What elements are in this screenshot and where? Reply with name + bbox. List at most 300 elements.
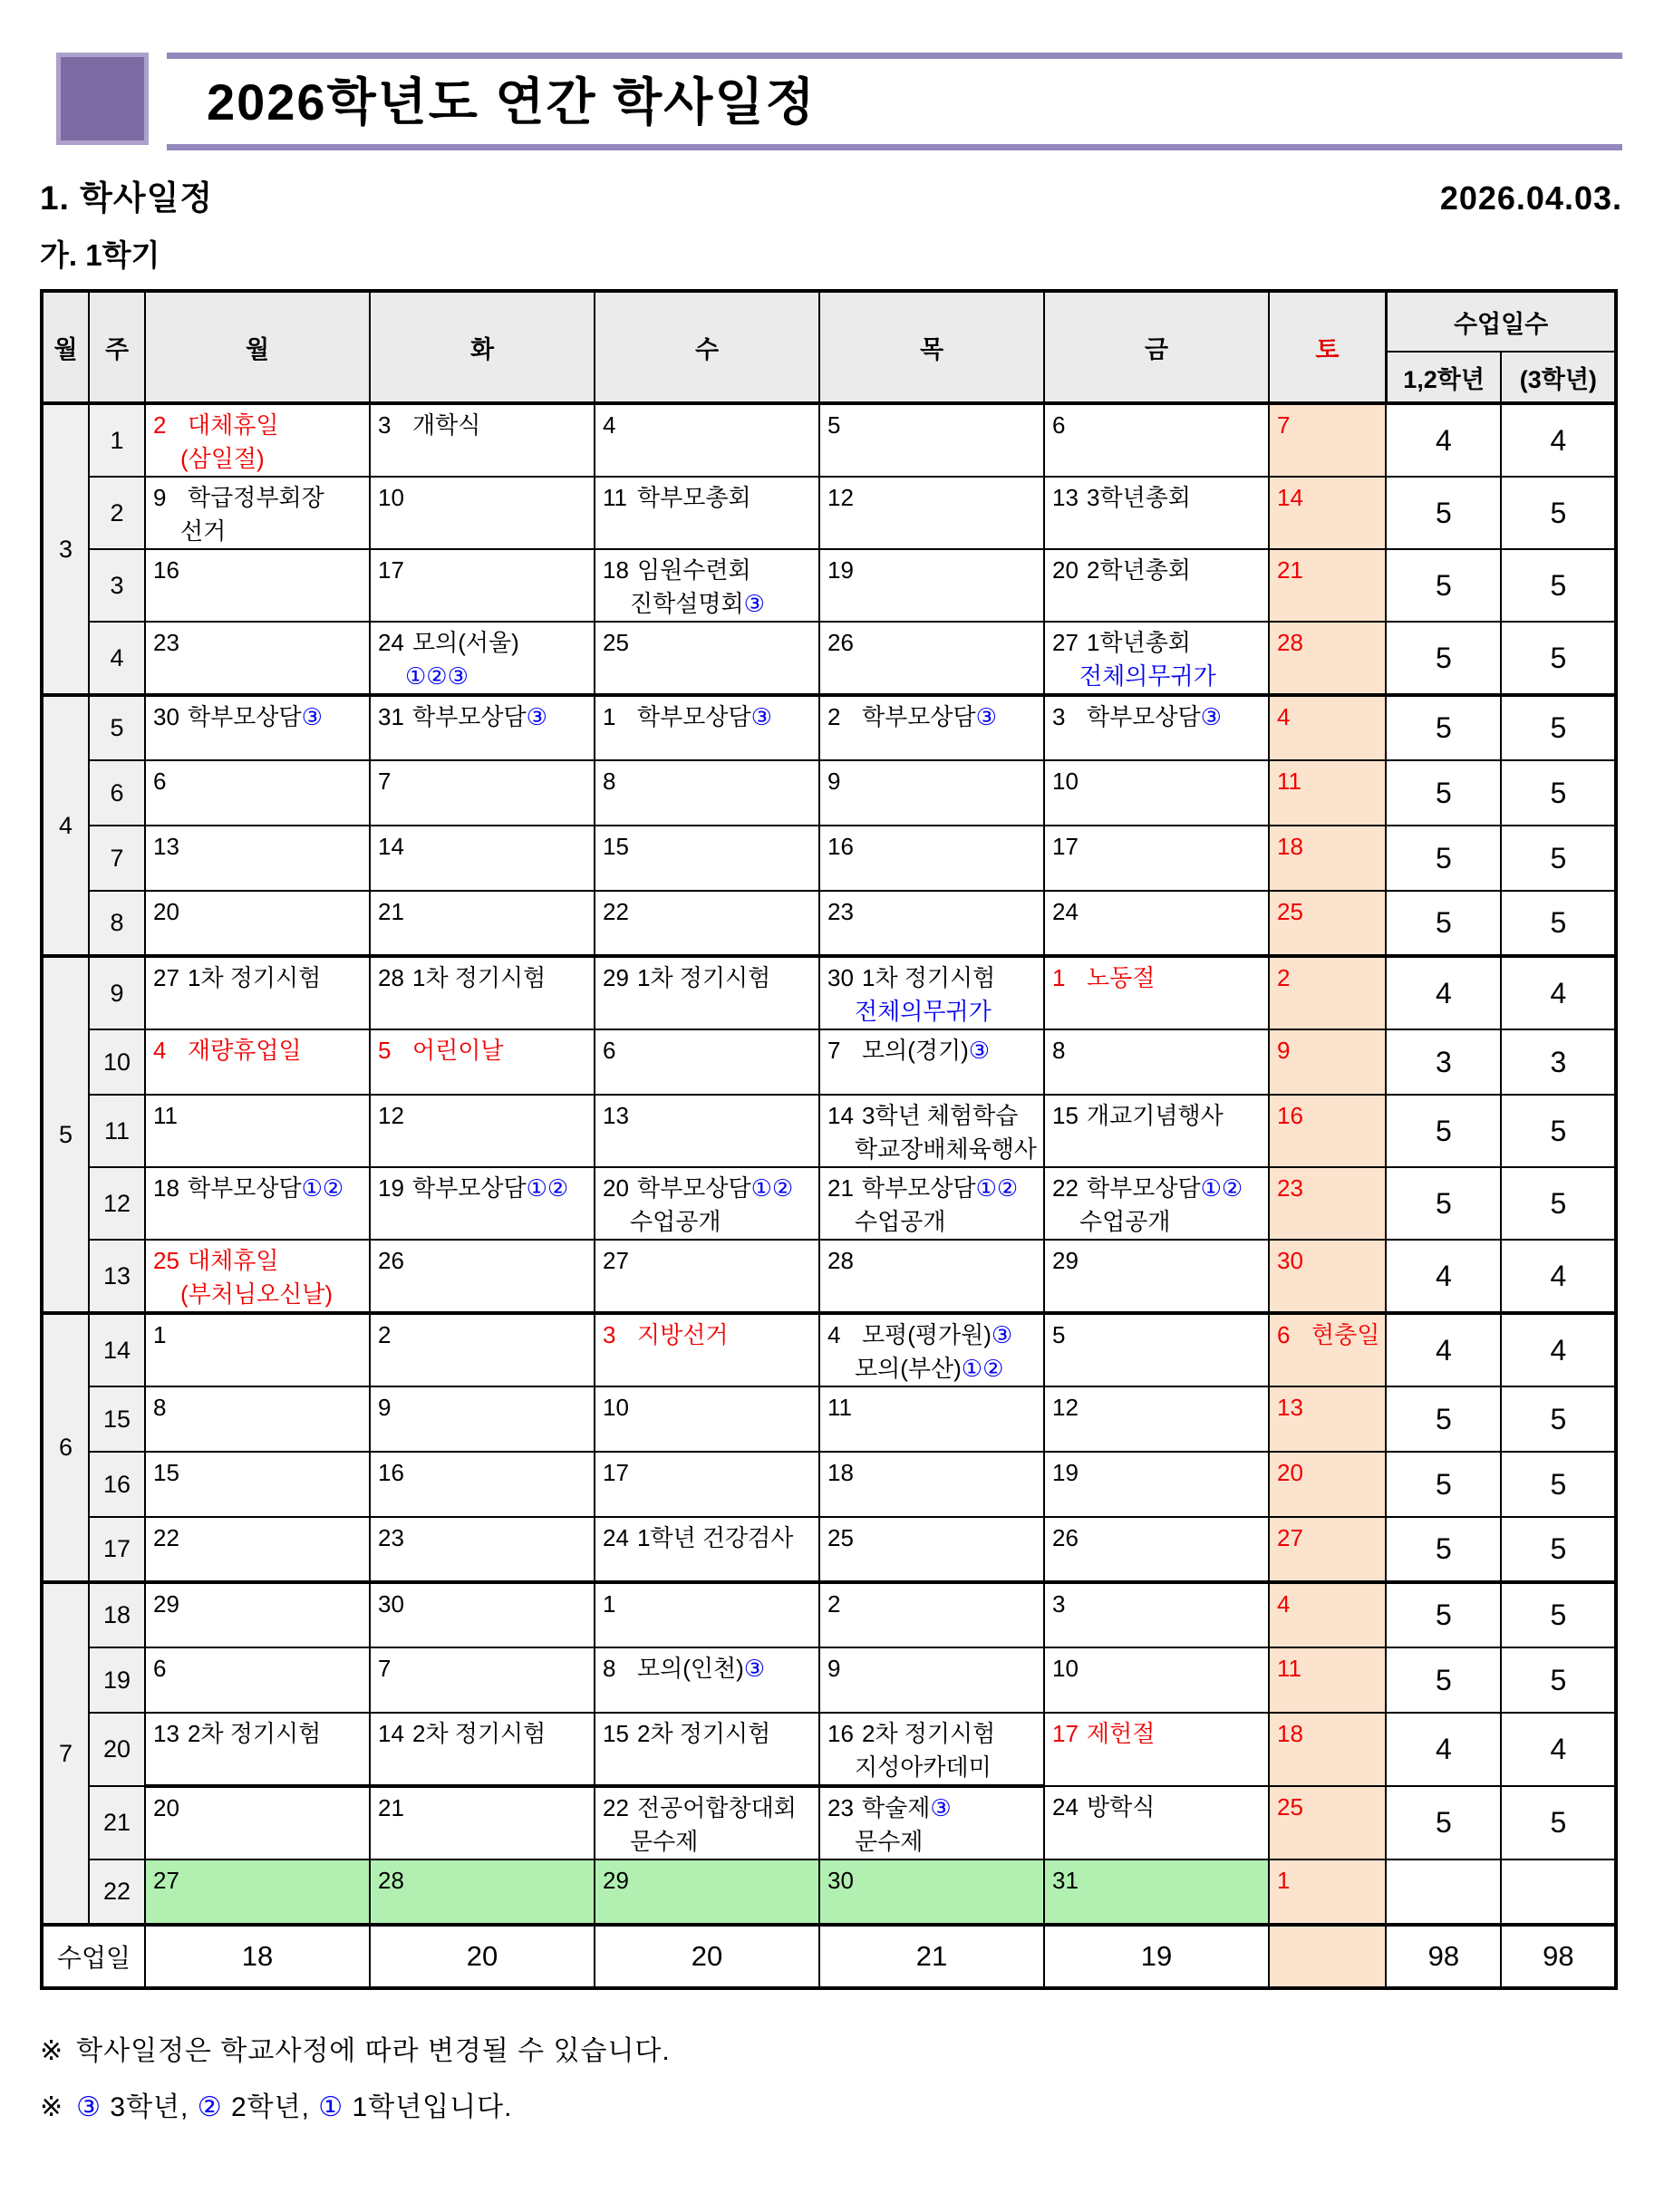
day-cell [145,1167,370,1240]
header-grade3: (3학년) [1501,352,1616,403]
saturday-cell [1269,1582,1386,1647]
event-text: 학급정부회장 [188,484,324,511]
week-number: 10 [89,1029,145,1095]
week-row [42,1386,1616,1452]
event-text: 모의(인천) [637,1655,744,1682]
day-number: 11 [827,1394,852,1421]
day-cell [145,1859,370,1925]
week-row [42,622,1616,695]
totals-friday: 19 [1044,1925,1269,1988]
day-cell [145,891,370,956]
day-number: 17 [603,1459,629,1486]
event-text: 전공어합창대회 [637,1794,797,1821]
saturday-cell [1269,760,1386,826]
week-row [42,1167,1616,1240]
header-monday: 월 [145,291,370,403]
day-cell [1044,1713,1269,1786]
day-number: 16 [1277,1102,1303,1129]
event-text: 제헌절 [1087,1720,1156,1747]
event-text: ③ [1200,703,1222,730]
day-number: 12 [1052,1394,1079,1421]
saturday-cell [1269,1786,1386,1859]
day-cell [145,956,370,1029]
day-number: 25 [603,629,629,656]
day-number: 5 [827,411,841,439]
grade12-count: 5 [1386,1095,1501,1167]
totals-wednesday: 20 [595,1925,819,1988]
day-number: 13 [153,1720,179,1747]
day-number: 24 [603,1524,629,1551]
event-text: 학부모상담 [188,703,302,730]
week-number: 14 [89,1313,145,1386]
day-cell [1044,549,1269,622]
grade12-count: 4 [1386,1713,1501,1786]
day-number: 9 [378,1394,392,1421]
grade12-count: 5 [1386,1582,1501,1647]
saturday-cell [1269,622,1386,695]
day-number: 13 [153,833,179,860]
totals-row [42,1925,1616,1988]
event-text: 임원수련회 [637,556,751,584]
day-number: 23 [827,898,854,925]
week-row [42,1095,1616,1167]
event-text: ② [197,2092,223,2122]
day-number: 26 [378,1247,404,1274]
day-cell [819,1517,1044,1582]
day-number: 2 [827,1590,841,1618]
grade12-count: 4 [1386,1240,1501,1313]
day-cell [145,760,370,826]
event-text: 문수제 [855,1828,924,1855]
grade12-count: 5 [1386,891,1501,956]
day-number: 8 [153,1394,167,1421]
event-text: 지성아카데미 [855,1753,992,1781]
day-cell [1044,1095,1269,1167]
saturday-cell [1269,1517,1386,1582]
totals-thursday: 21 [819,1925,1044,1988]
event-text: 학사일정은 학교사정에 따라 변경될 수 있습니다. [76,2036,671,2066]
day-cell [595,1647,819,1713]
week-row [42,1582,1616,1647]
totals-grade3: 98 [1501,1925,1616,1988]
day-cell [1044,1786,1269,1859]
event-text: 2차 정기시험 [188,1720,322,1747]
grade3-count: 5 [1501,826,1616,891]
day-number: 22 [1052,1174,1079,1202]
day-cell [145,622,370,695]
day-cell [370,549,595,622]
day-number: 5 [1052,1321,1066,1348]
event-text: 개교기념행사 [1087,1102,1224,1129]
day-cell [1044,695,1269,760]
day-number: 21 [378,1794,404,1821]
week-row [42,1313,1616,1386]
day-number: 18 [603,556,629,584]
day-cell [370,1095,595,1167]
event-text: 학부모상담 [862,1174,976,1202]
day-number: 14 [827,1102,854,1129]
day-cell [145,1517,370,1582]
header-grade12: 1,2학년 [1386,352,1501,403]
event-text: 진학설명회 [630,590,744,617]
day-cell [819,1095,1044,1167]
day-number: 19 [378,1174,404,1202]
grade12-count: 4 [1386,403,1501,477]
grade3-count: 5 [1501,760,1616,826]
week-row [42,1786,1616,1859]
day-number: 6 [603,1037,616,1064]
week-number: 5 [89,695,145,760]
event-text: 현충일 [1311,1321,1380,1348]
week-number: 16 [89,1452,145,1517]
title-band [0,0,1664,154]
week-number: 11 [89,1095,145,1167]
day-number: 7 [378,1655,392,1682]
day-number: 27 [1052,629,1079,656]
day-number: 22 [153,1524,179,1551]
event-text: 학부모상담 [637,1174,751,1202]
day-number: 14 [378,1720,404,1747]
saturday-cell [1269,1647,1386,1713]
day-number: 29 [1052,1247,1079,1274]
month-label: 7 [42,1582,89,1925]
event-text: 전체의무귀가 [855,998,992,1025]
week-row [42,477,1616,549]
week-number: 7 [89,826,145,891]
day-number: 2 [378,1321,392,1348]
event-text: ③ [975,703,997,730]
grade12-count: 5 [1386,1167,1501,1240]
event-text: 학부모상담 [412,1174,527,1202]
day-number: 15 [603,833,629,860]
day-number: 25 [1277,1793,1303,1821]
day-cell [595,1517,819,1582]
day-cell [370,1517,595,1582]
event-text: ③ [991,1321,1013,1348]
day-number: 15 [1052,1102,1079,1129]
title-bar-top [167,53,1622,59]
event-text: 선거 [180,517,227,545]
day-number: 11 [1277,1655,1301,1682]
day-number: 1 [1052,964,1066,991]
day-cell [819,1713,1044,1786]
grade3-count: 4 [1501,403,1616,477]
totals-saturday-cell [1269,1925,1386,1988]
day-number: 1 [1277,1867,1291,1894]
grade3-count: 5 [1501,1095,1616,1167]
day-number: 10 [1052,768,1079,795]
day-number: 4 [153,1037,167,1064]
event-text: ①② [961,1355,1004,1382]
saturday-cell [1269,695,1386,760]
grade3-count: 5 [1501,1647,1616,1713]
day-number: 21 [1277,556,1303,584]
day-cell [595,1240,819,1313]
day-cell [145,1713,370,1786]
day-number: 2 [1277,964,1291,991]
day-cell [370,1582,595,1647]
day-cell [819,1582,1044,1647]
day-cell [145,549,370,622]
event-text: 1학년입니다. [343,2092,513,2122]
week-number: 3 [89,549,145,622]
grade12-count: 5 [1386,695,1501,760]
event-text: ③ [301,703,323,730]
event-text: 학술제 [862,1794,931,1821]
event-text: ①② [1200,1174,1243,1202]
day-cell [1044,891,1269,956]
day-number: 24 [378,629,404,656]
grade3-count: 5 [1501,695,1616,760]
day-cell [1044,622,1269,695]
day-cell [370,760,595,826]
saturday-cell [1269,1713,1386,1786]
day-cell [1044,956,1269,1029]
day-number: 22 [603,1794,629,1821]
day-cell [595,1713,819,1786]
day-number: 15 [153,1459,179,1486]
day-number: 4 [603,411,616,439]
day-cell [595,1859,819,1925]
day-number: 11 [1277,768,1301,795]
event-text: 모의(경기) [862,1037,969,1064]
day-number: 28 [827,1247,854,1274]
day-number: 6 [1277,1321,1291,1348]
event-text: ③ [968,1037,991,1064]
day-cell [145,1240,370,1313]
document-date: 2026.04.03. [1439,179,1622,217]
day-cell [819,1240,1044,1313]
day-number: 30 [827,964,854,991]
event-text: ③ [743,1655,766,1682]
note-line [40,2033,1622,2070]
day-cell [145,826,370,891]
event-text: 학부모상담 [188,1174,302,1202]
week-row [42,695,1616,760]
week-number: 8 [89,891,145,956]
day-number: 16 [827,1720,854,1747]
month-label: 4 [42,695,89,956]
event-text: ①② [975,1174,1019,1202]
page-title: 2026학년도 연간 학사일정 [207,73,817,130]
day-cell [370,622,595,695]
day-number: 13 [603,1102,629,1129]
day-cell [595,826,819,891]
grade3-count: 4 [1501,1240,1616,1313]
day-number: 16 [378,1459,404,1486]
day-number: 14 [1277,484,1303,511]
day-cell [1044,1582,1269,1647]
event-text: 1차 정기시험 [862,964,996,991]
day-cell [595,1313,819,1386]
event-text: ③ [750,703,772,730]
week-row [42,891,1616,956]
event-text: ③ [930,1794,952,1821]
day-number: 15 [603,1720,629,1747]
week-number: 9 [89,956,145,1029]
day-cell [595,891,819,956]
day-cell [145,1452,370,1517]
week-number: 17 [89,1517,145,1582]
section-heading: 1. 학사일정 [40,179,214,217]
day-number: 23 [827,1794,854,1821]
day-number: 24 [1052,1793,1079,1821]
day-number: 18 [827,1459,854,1486]
day-cell [819,891,1044,956]
title-bar-bottom [167,144,1622,150]
day-cell [1044,403,1269,477]
day-number: 7 [1277,411,1291,439]
day-cell [1044,1167,1269,1240]
reference-mark: ※ [40,2092,64,2122]
day-number: 2 [827,703,841,730]
day-cell [370,695,595,760]
week-row [42,826,1616,891]
day-cell [819,1029,1044,1095]
week-number: 19 [89,1647,145,1713]
saturday-cell [1269,1167,1386,1240]
event-text: 개학식 [412,411,481,439]
saturday-cell [1269,1029,1386,1095]
event-text: 노동절 [1087,964,1156,991]
day-cell [1044,1240,1269,1313]
day-cell [370,1313,595,1386]
grade12-count: 3 [1386,1029,1501,1095]
day-number: 23 [378,1524,404,1551]
event-text: 1학년 건강검사 [637,1524,794,1551]
day-number: 20 [153,1794,179,1821]
day-cell [370,1786,595,1859]
day-number: 14 [378,833,404,860]
day-number: 19 [1052,1459,1079,1486]
day-number: 27 [1277,1524,1303,1551]
event-text: 1차 정기시험 [188,964,322,991]
totals-grade12: 98 [1386,1925,1501,1988]
grade12-count: 4 [1386,1313,1501,1386]
week-row [42,403,1616,477]
event-text: 학부모상담 [862,703,976,730]
week-number: 6 [89,760,145,826]
day-cell [819,1786,1044,1859]
week-number: 12 [89,1167,145,1240]
day-cell [1044,1313,1269,1386]
subsection-heading: 가. 1학기 [40,238,160,272]
event-text: 2차 정기시험 [412,1720,547,1747]
event-text: 학부모상담 [412,703,527,730]
day-cell [1044,1647,1269,1713]
day-cell [145,1313,370,1386]
day-cell [595,1452,819,1517]
day-number: 1 [603,1590,616,1618]
day-number: 10 [1052,1655,1079,1682]
grade12-count: 5 [1386,1452,1501,1517]
day-cell [819,1647,1044,1713]
header-friday: 금 [1044,291,1269,403]
day-number: 26 [1052,1524,1079,1551]
day-cell [1044,477,1269,549]
day-number: 21 [378,898,404,925]
day-number: 28 [378,1867,404,1894]
event-text: 문수제 [630,1828,699,1855]
day-number: 18 [1277,833,1303,860]
totals-label: 수업일 [42,1925,145,1988]
event-text: 1차 정기시험 [637,964,771,991]
saturday-cell [1269,891,1386,956]
event-text: ③ [743,590,765,617]
day-cell [819,549,1044,622]
grade3-count: 5 [1501,622,1616,695]
week-number: 21 [89,1786,145,1859]
grade12-count: 5 [1386,1386,1501,1452]
day-number: 28 [1277,629,1303,656]
day-number: 3 [378,411,392,439]
grade12-count: 5 [1386,622,1501,695]
day-cell [1044,1452,1269,1517]
event-text: 2학년, [222,2092,319,2122]
event-text: 모평(평가원) [862,1321,992,1348]
day-cell [819,826,1044,891]
event-text: ①② [750,1174,794,1202]
day-number: 21 [827,1174,854,1202]
event-text: 학부모상담 [1087,1174,1201,1202]
day-cell [145,403,370,477]
event-text: 1학년총회 [1087,629,1191,656]
grade12-count: 4 [1386,956,1501,1029]
day-number: 22 [603,898,629,925]
event-text: 3학년 체험학습 [862,1102,1019,1129]
event-text: ③ [76,2092,102,2122]
day-cell [370,1452,595,1517]
event-text: 학부모상담 [637,703,751,730]
day-cell [819,403,1044,477]
day-cell [595,549,819,622]
day-number: 25 [1277,898,1303,925]
day-number: 20 [1052,556,1079,584]
day-number: 25 [827,1524,854,1551]
grade3-count: 4 [1501,1713,1616,1786]
day-number: 9 [1277,1037,1291,1064]
event-text: 대체휴일 [188,411,279,439]
day-number: 30 [378,1590,404,1618]
day-number: 3 [1052,703,1066,730]
day-number: 5 [378,1037,392,1064]
footnotes [40,2033,1622,2126]
day-cell [370,477,595,549]
saturday-cell [1269,1095,1386,1167]
grade3-count: 5 [1501,549,1616,622]
day-number: 27 [153,964,179,991]
event-text: 방학식 [1087,1793,1156,1821]
header-saturday: 토 [1269,291,1386,403]
day-number: 13 [1052,484,1079,511]
day-number: 7 [378,768,392,795]
day-cell [595,1786,819,1859]
day-number: 23 [153,629,179,656]
event-text: 2차 정기시험 [637,1720,771,1747]
day-cell [1044,1386,1269,1452]
day-number: 24 [1052,898,1079,925]
week-number: 2 [89,477,145,549]
saturday-cell [1269,477,1386,549]
day-cell [370,956,595,1029]
day-cell [595,1582,819,1647]
saturday-cell [1269,403,1386,477]
event-text: (삼일절) [180,445,265,472]
saturday-cell [1269,1240,1386,1313]
day-cell [145,477,370,549]
day-number: 1 [603,703,616,730]
grade3-count [1501,1859,1616,1925]
